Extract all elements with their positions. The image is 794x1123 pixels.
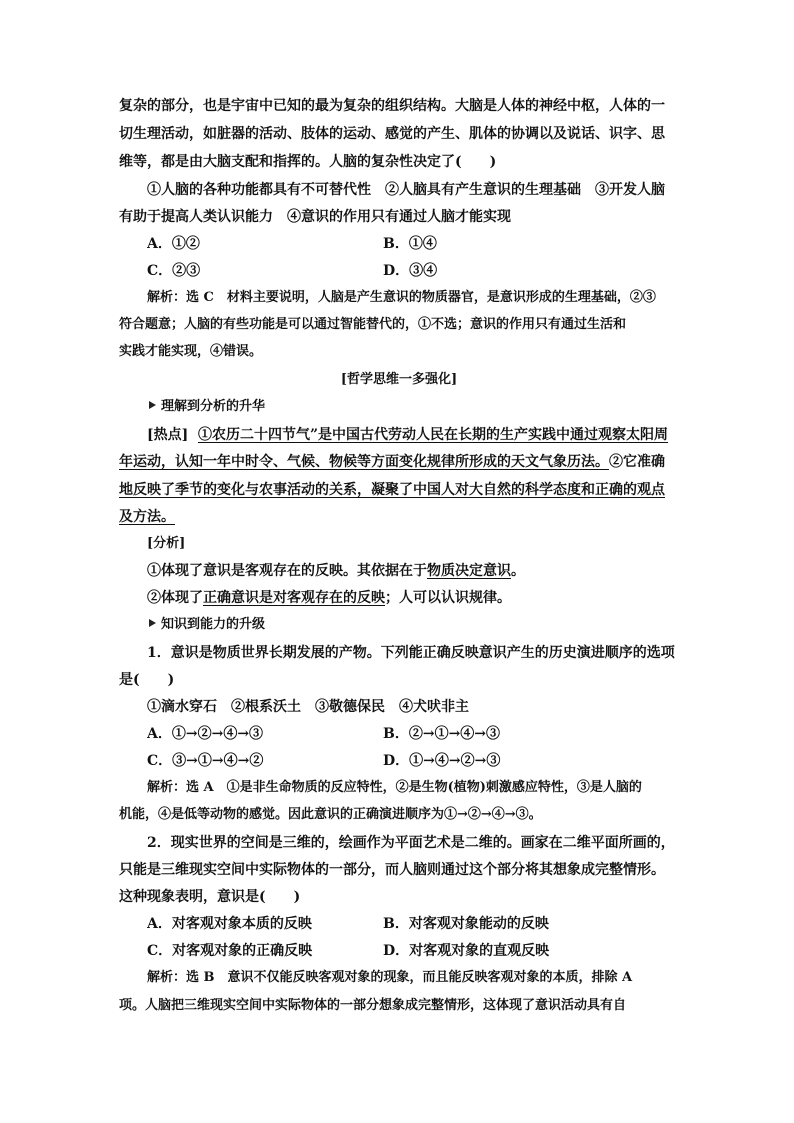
answer-explanation-line: 符合题意；人脑的有些功能是可以通过智能替代的，①不选；意识的作用只有通过生活和 xyxy=(119,317,627,332)
option-a: A．①→②→④→③ xyxy=(147,726,264,742)
answer-explanation-line: 解析：选 C 材料主要说明，人脑是产生意识的物质器官，是意识形成的生理基础，②③ xyxy=(147,290,656,305)
hot-topic-line xyxy=(119,480,679,500)
analysis-text: 。 xyxy=(511,563,525,579)
hot-topic-line xyxy=(147,425,679,445)
hot-topic-line xyxy=(119,452,679,472)
hot-topic-text: ①农历二十四节气”是中国古代劳动人民在长期的生产实践中通过观察太阳周 xyxy=(198,427,669,443)
analysis-text: ②体现了 xyxy=(147,590,203,606)
analysis-text: ；人可以认识规律。 xyxy=(385,590,511,606)
option-a: A．对客观对象本质的反映 xyxy=(147,916,312,932)
analysis-tag: [分析] xyxy=(147,536,186,551)
subsection-label: 理解到分析的升华 xyxy=(161,399,266,414)
option-b: B．①④ xyxy=(383,236,437,252)
analysis-line xyxy=(147,588,679,608)
analysis-text: ①体现了意识是客观存在的反映。其依据在于 xyxy=(147,563,427,579)
answer-explanation-line: 机能，④是低等动物的感觉。因此意识的正确演进顺序为①→②→④→③。 xyxy=(119,807,542,822)
statement-line: ①人脑的各种功能都具有不可替代性 ②人脑具有产生意识的生理基础 ③开发人脑 xyxy=(147,182,665,198)
analysis-keyword: 正确意识是对客观存在的反映 xyxy=(203,590,385,606)
option-a: A．①② xyxy=(147,236,200,252)
question-2-line: 只能是三维现实空间中实际物体的一部分，而人脑则通过这个部分将其想象成完整情形。 xyxy=(119,862,665,878)
answer-explanation-line: 解析：选 B 意识不仅能反映客观对象的现象，而且能反映客观对象的本质，排除 A xyxy=(147,970,633,985)
section-title: [哲学思维一多强化] xyxy=(340,372,458,387)
statement-line: 有助于提高人类认识能力 ④意识的作用只有通过人脑才能实现 xyxy=(119,209,511,225)
answer-explanation-line: 项。人脑把三维现实空间中实际物体的一部分想象成完整情形，这体现了意识活动具有自 xyxy=(119,998,627,1013)
hot-topic-text: 及方法。 xyxy=(119,509,175,525)
hot-topic-line xyxy=(119,507,679,527)
answer-explanation-line: 实践才能实现，④错误。 xyxy=(119,344,263,359)
hot-topic-text: ②它准确 xyxy=(609,454,665,470)
hot-topic-text: 地反映了季节的变化与农事活动的关系，凝聚了中国人对大自然的科学态度和正确的观点 xyxy=(119,482,665,498)
option-d: D．①→④→②→③ xyxy=(383,753,501,769)
question-1-line: 是( ) xyxy=(119,672,175,688)
option-d: D．对客观对象的直观反映 xyxy=(383,943,550,959)
subsection-heading xyxy=(147,397,679,417)
subsection-label: 知识到能力的升级 xyxy=(161,617,266,632)
hot-topic-text: 年运动，认知一年中时令、气候、物候等方面变化规律所形成的天文气象历法。 xyxy=(119,454,609,470)
analysis-keyword: 物质决定意识 xyxy=(427,563,511,579)
analysis-line xyxy=(147,561,679,581)
question-1-line: 1．意识是物质世界长期发展的产物。下列能正确反映意识产生的历史演进顺序的选项 xyxy=(147,645,675,661)
hot-topic-tag: [热点] xyxy=(147,427,189,443)
question-text-line: 维等，都是由大脑支配和指挥的。人脑的复杂性决定了( ) xyxy=(119,154,497,170)
option-c: C．②③ xyxy=(147,263,201,279)
option-b: B．对客观对象能动的反映 xyxy=(383,916,549,932)
question-text-line: 切生理活动，如脏器的活动、肢体的运动、感觉的产生、肌体的协调以及说话、识字、思 xyxy=(119,126,665,142)
arrow-marker-icon xyxy=(147,399,159,411)
question-text-line: 复杂的部分，也是宇宙中已知的最为复杂的组织结构。大脑是人体的神经中枢，人体的一 xyxy=(119,98,665,114)
question-2-line: 2．现实世界的空间是三维的，绘画作为平面艺术是二维的。画家在二维平面所画的， xyxy=(147,835,675,851)
arrow-marker-icon xyxy=(147,617,159,629)
option-c: C．③→①→④→② xyxy=(147,753,264,769)
option-d: D．③④ xyxy=(383,263,438,279)
question-1-statements: ①滴水穿石 ②根系沃土 ③敬德保民 ④犬吠非主 xyxy=(147,699,469,715)
option-c: C．对客观对象的正确反映 xyxy=(147,943,313,959)
subsection-heading xyxy=(147,615,679,635)
option-b: B．②→①→④→③ xyxy=(383,726,501,742)
question-2-line: 这种现象表明，意识是( ) xyxy=(119,889,301,905)
answer-explanation-line: 解析：选 A ①是非生命物质的反应特性，②是生物(植物)刺激感应特性，③是人脑的 xyxy=(147,780,642,795)
